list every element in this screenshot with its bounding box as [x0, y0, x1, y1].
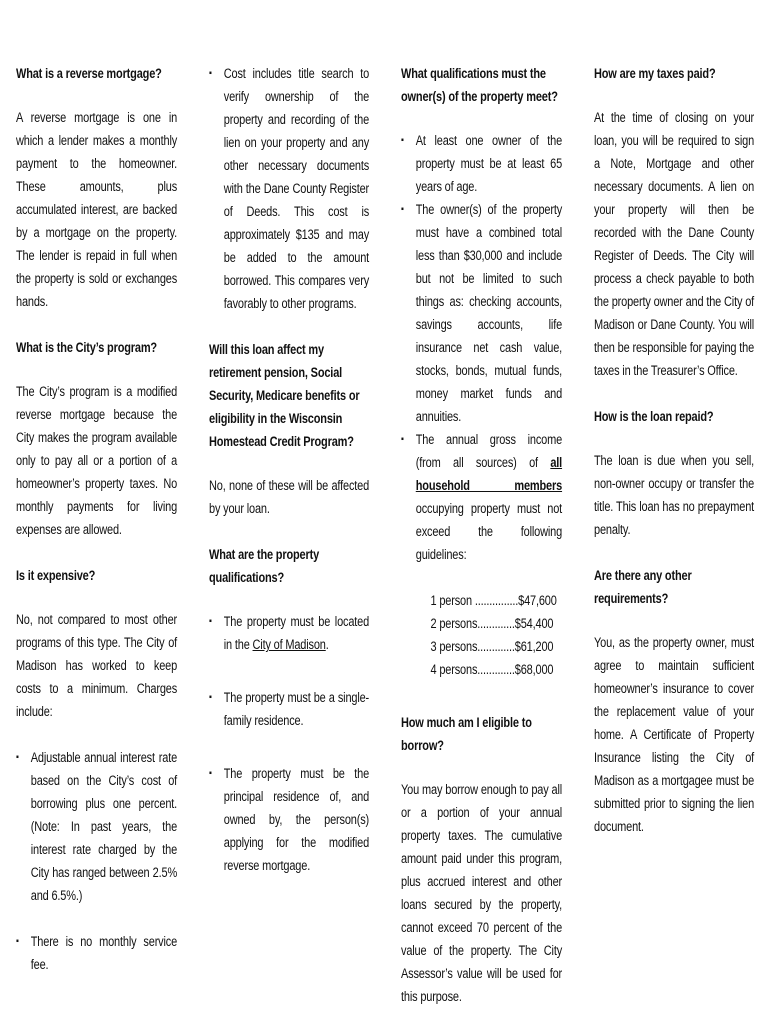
- bullet-icon: ▪: [16, 752, 19, 763]
- heading-borrow: How much am I eligible to borrow?: [401, 715, 532, 753]
- income-row: 3 persons.............$61,200: [430, 639, 554, 654]
- bullet-icon: ▪: [209, 768, 212, 779]
- list-item: ▪ There is no monthly service fee.: [16, 930, 177, 976]
- heading-other-requirements: Are there any other requirements?: [594, 568, 692, 606]
- list-item: ▪ Cost includes title search to verify ownership of the property and recording of the lien on your property and any other necessary documents with the Dane County Register of Deeds. This cost is approximately $135 and may be added to the amount borrowed. This compares very favorably to other programs.: [209, 62, 369, 315]
- income-row: 4 persons.............$68,000: [430, 662, 554, 677]
- charges-list: [16, 746, 177, 907]
- paragraph-taxes-paid: At the time of closing on your loan, you will be required to sign a Note, Mortgage and other necessary documents. A lien on your property will then be recorded with the Dane County Register of Deeds. The City will process a check payable to both the property owner and the City of Madison or Dane County. You will then be responsible for paying the taxes in the Treasurer’s Office.: [594, 110, 755, 378]
- bullet-icon: ▪: [209, 616, 212, 627]
- paragraph-retirement: No, none of these will be affected by your loan.: [209, 478, 370, 516]
- column-3: [401, 62, 562, 1008]
- paragraph-borrow: You may borrow enough to pay all or a portion of your annual property taxes. The cumulative amount paid under this program, plus accrued interest and other loans secured by the property, cannot exceed 70 percent of the value of the property. The City Assessor’s value will be used for this purpose.: [401, 782, 563, 1004]
- column-4: [594, 62, 754, 838]
- bullet-icon: ▪: [401, 434, 404, 445]
- list-item: ▪ The property must be located in the City of Madison.: [209, 610, 369, 656]
- income-row: 1 person ...............$47,600: [430, 593, 557, 608]
- list-item: ▪ Adjustable annual interest rate based on the City’s cost of borrowing plus one percent. (Note: In past years, the interest rate charged by the City has ranged between 2.5% and 6.5%.): [16, 746, 177, 907]
- paragraph-other-requirements: You, as the property owner, must agree to maintain sufficient homeowner’s insurance to cover the replacement value of your home. A Certificate of Property Insurance listing the City of Madison as a mortgagee must be submitted prior to signing the lien document.: [594, 635, 755, 834]
- bullet-icon: ▪: [16, 936, 19, 947]
- service-fee-list: [16, 930, 177, 976]
- bullet-icon: ▪: [401, 135, 404, 146]
- paragraph-loan-repaid: The loan is due when you sell, non-owner occupy or transfer the title. This loan has no prepayment penalty.: [594, 453, 755, 537]
- bullet-icon: ▪: [209, 692, 212, 703]
- owner-qualifications-list: [401, 129, 562, 566]
- list-item: ▪ The property must be a single-family residence.: [209, 686, 369, 732]
- heading-property-qualifications: What are the property qualifications?: [209, 547, 320, 585]
- property-qualifications-list: [209, 610, 369, 656]
- bullet-icon: ▪: [401, 204, 404, 215]
- single-family-list: [209, 686, 369, 732]
- heading-city-program: What is the City’s program?: [16, 340, 157, 355]
- heading-owner-qualifications: What qualifications must the owner(s) of the property meet?: [401, 66, 558, 104]
- list-item: ▪ The property must be the principal residence of, and owned by, the person(s) applying for the modified reverse mortgage.: [209, 762, 369, 877]
- paragraph-reverse-mortgage: A reverse mortgage is one in which a lender makes a monthly payment to the homeowner. These amounts, plus accumulated interest, are backed by a mortgage on the property. The lender is repaid in full when the property is sold or exchanges hands.: [16, 110, 178, 309]
- paragraph-city-program: The City’s program is a modified reverse mortgage because the City makes the program available only to pay all or a portion of a homeowner’s property taxes. No monthly payments for living expenses are allowed.: [16, 384, 178, 537]
- city-of-madison-text: City of Madison: [252, 637, 326, 652]
- bullet-icon: ▪: [209, 68, 212, 79]
- column-1: [16, 62, 177, 976]
- principal-residence-list: [209, 762, 369, 877]
- income-row: 2 persons.............$54,400: [430, 616, 554, 631]
- heading-expensive: Is it expensive?: [16, 568, 96, 583]
- income-guidelines: [401, 589, 562, 681]
- list-item: ▪ The owner(s) of the property must have a combined total less than $30,000 and include but not be limited to such things as: checking accounts, savings accounts, life insurance net cash value, stocks, bonds, mutual funds, money market funds and annuities.: [401, 198, 562, 428]
- column-2: [209, 62, 369, 877]
- cost-list: [209, 62, 369, 315]
- paragraph-expensive: No, not compared to most other programs of this type. The City of Madison has worked to keep costs to a minimum. Charges include:: [16, 612, 178, 719]
- heading-taxes-paid: How are my taxes paid?: [594, 66, 716, 81]
- heading-reverse-mortgage: What is a reverse mortgage?: [16, 66, 162, 81]
- list-item: ▪ The annual gross income (from all sources) of all household members occupying property must not exceed the following guidelines:: [401, 428, 562, 566]
- heading-retirement: Will this loan affect my retirement pension, Social Security, Medicare benefits or eligibility in the Wisconsin Homestead Credit Program?: [209, 342, 360, 449]
- household-members-text: all household members: [415, 455, 563, 493]
- list-item: ▪ At least one owner of the property must be at least 65 years of age.: [401, 129, 562, 198]
- heading-loan-repaid: How is the loan repaid?: [594, 409, 714, 424]
